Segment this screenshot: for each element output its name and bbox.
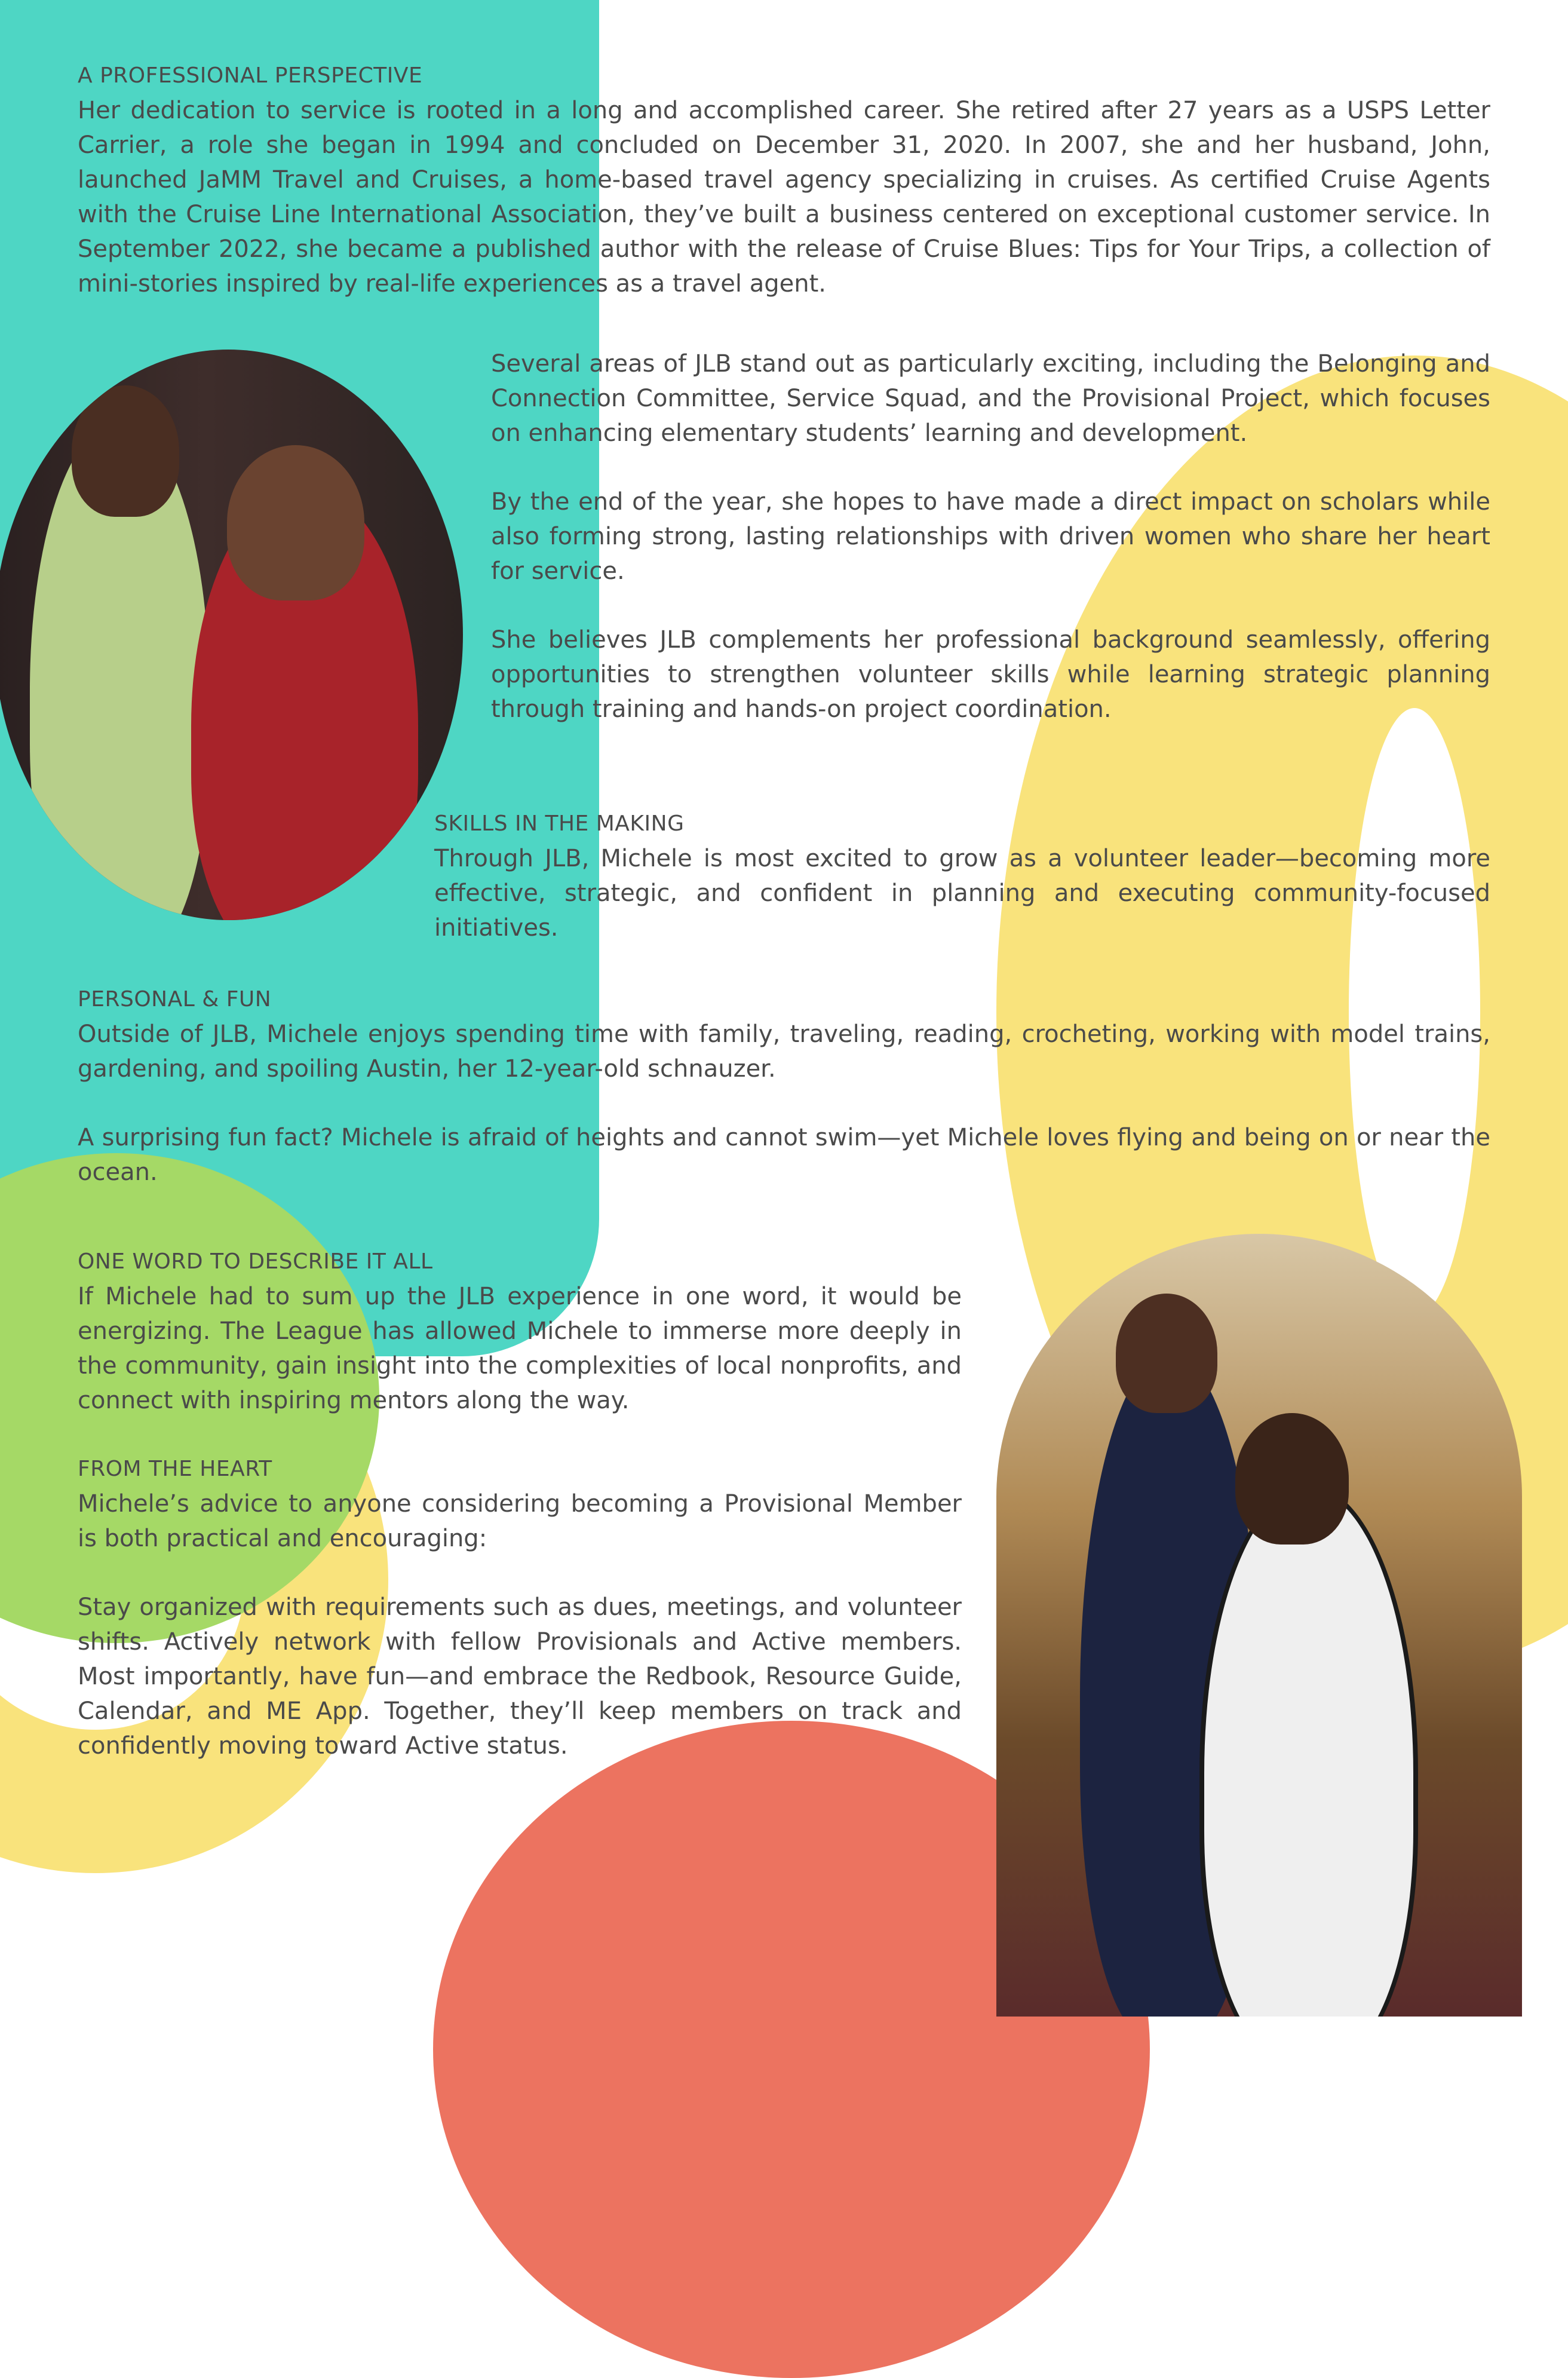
heading-professional: A PROFESSIONAL PERSPECTIVE [78,63,423,88]
section-personal [78,982,1490,1190]
heading-heart: FROM THE HEART [78,1457,272,1481]
paragraph-heart-advice: Stay organized with requirements such as dues, meetings, and volunteer shifts. Actively network with fellow Provisionals and Active members. Most importantly, have fun—and embrace the Redbook, Resource Guide, Calendar, and ME App. Together, they’ll keep members on track and confidently moving toward Active status. [78,1593,962,1760]
paragraph-heart-intro: Michele’s advice to anyone considering becoming a Provisional Member is both practical and encouraging: [78,1490,962,1552]
paragraph-jlb-areas: Several areas of JLB stand out as particularly exciting, including the Belonging and Connection Committee, Service Squad, and the Provisional Project, which focuses on enhancing elementary students’ learning and development. [491,350,1490,447]
paragraph-jlb-complements: She believes JLB complements her professional background seamlessly, offering opportunities to strengthen volunteer skills while learning strategic planning through training and hands-on project coordination. [491,626,1490,723]
heading-personal: PERSONAL & FUN [78,987,272,1012]
paragraph-skills: Through JLB, Michele is most excited to grow as a volunteer leader—becoming more effective, strategic, and confident in planning and executing community-focused initiatives. [434,845,1490,942]
paragraph-jlb-goals: By the end of the year, she hopes to have made a direct impact on scholars while also forming strong, lasting relationships with driven women who share her heart for service. [491,488,1490,585]
section-heart [78,1452,962,1763]
paragraph-personal: Outside of JLB, Michele enjoys spending time with family, traveling, reading, crocheting, working with model trains, gardening, and spoiling Austin, her 12-year-old schnauzer. [78,1021,1490,1083]
paragraph-fun-fact: A surprising fun fact? Michele is afraid of heights and cannot swim—yet Michele loves flying and being on or near the ocean. [78,1124,1490,1186]
section-professional [78,59,1490,301]
section-skills [434,807,1490,945]
paragraph-oneword: If Michele had to sum up the JLB experience in one word, it would be energizing. The League has allowed Michele to immerse more deeply in the community, gain insight into the complexities of local nonprofits, and connect with inspiring mentors along the way. [78,1283,962,1414]
paragraph-professional: Her dedication to service is rooted in a long and accomplished career. She retired after 27 years as a USPS Letter Carrier, a role she began in 1994 and concluded on December 31, 2020. In 2007, she and her husband, John, launched JaMM Travel and Cruises, a home-based travel agency specializing in cruises. As certified Cruise Agents with the Cruise Line International Association, they’ve built a business centered on exceptional customer service. In September 2022, she became a published author with the release of Cruise Blues: Tips for Your Trips, a collection of mini-stories inspired by real-life experiences as a travel agent. [78,97,1490,298]
photo-two-women-circle [0,350,463,920]
section-jlb [491,347,1490,727]
photo-couple-arch [996,1234,1522,2017]
section-oneword [78,1245,962,1418]
heading-skills: SKILLS IN THE MAKING [434,811,685,836]
heading-oneword: ONE WORD TO DESCRIBE IT ALL [78,1249,433,1274]
